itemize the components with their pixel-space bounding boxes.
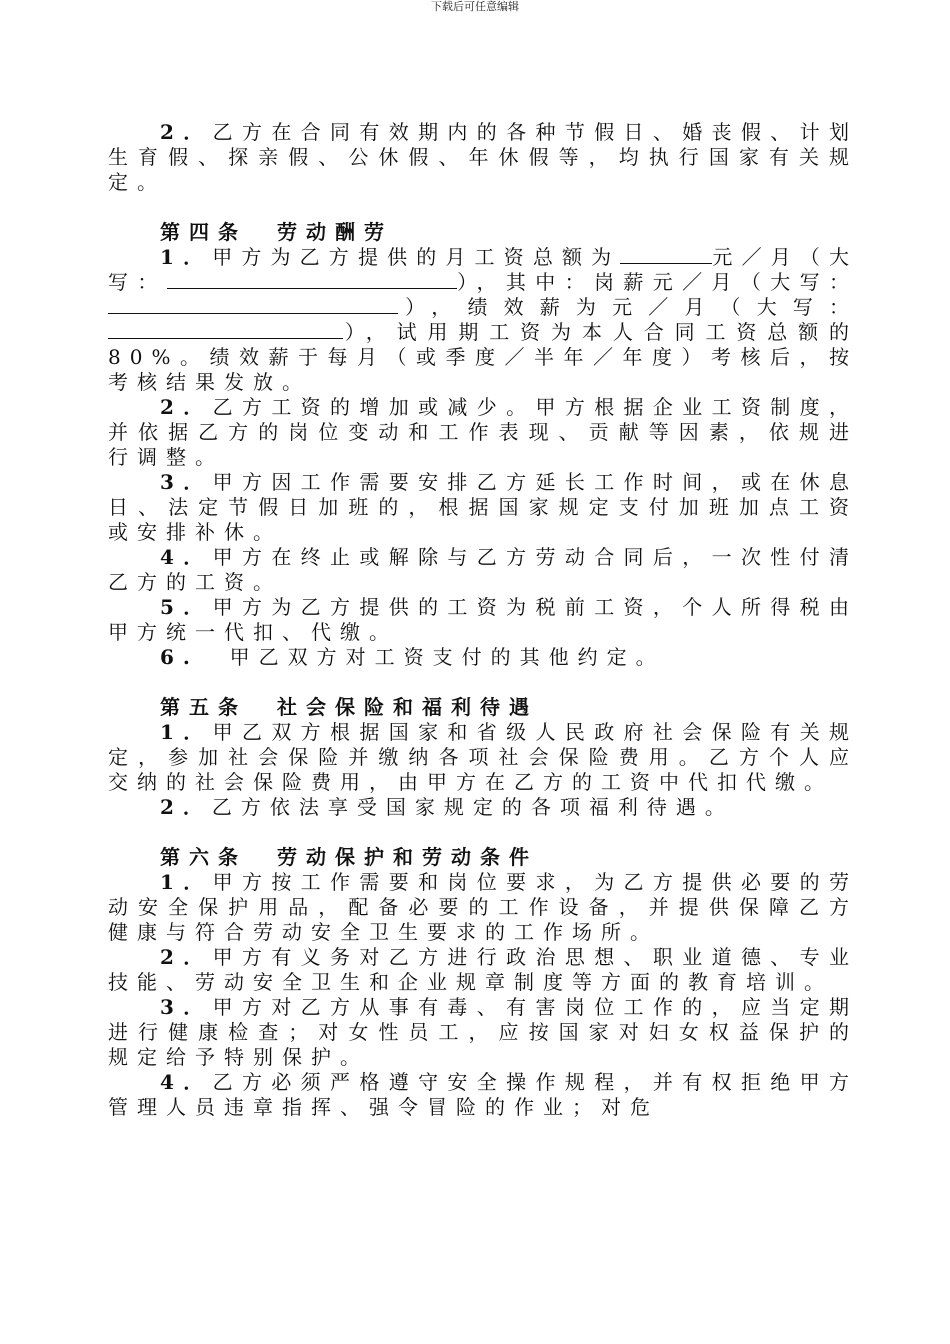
item-text: 乙方必须严格遵守安全操作规程，并有权拒绝甲方管理人员违章指挥、强令冒险的作业；对危 [108,1070,859,1119]
item-text: 甲方对乙方从事有毒、有害岗位工作的，应当定期进行健康检查；对女性员工，应按国家对妇女权益保护的规定给予特别保护。 [108,995,859,1069]
paragraph [108,1070,858,1120]
item-text: ），其中：岗薪元／月（大写： [456,270,858,294]
item-text: 乙方依法享受国家规定的各项福利待遇。 [211,795,734,819]
article-label: 第四条 [160,220,247,244]
item-number: 2． [160,945,213,969]
item-number: 2． [160,795,212,819]
article-title: 社会保险和福利待遇 [277,695,538,719]
paragraph [108,795,858,820]
item-number: 2． [160,120,213,144]
article-label: 第五条 [160,695,247,719]
paragraph [108,720,858,795]
item-text: 乙方工资的增加或减少。甲方根据企业工资制度，并依据乙方的岗位变动和工作表现、贡献等因素，依规进行调整。 [108,395,859,469]
item-text: 甲方按工作需要和岗位要求，为乙方提供必要的劳动安全保护用品，配备必要的工作设备，并提供保障乙方健康与符合劳动安全卫生要求的工作场所。 [108,870,859,944]
item-number: 4． [160,545,213,569]
item-text: 甲乙双方对工资支付的其他约定。 [229,645,665,669]
blank-line [620,245,712,264]
item-text: 甲乙双方根据国家和省级人民政府社会保险有关规定，参加社会保险并缴纳各项社会保险费用。乙方个人应交纳的社会保险费用，由甲方在乙方的工资中代扣代缴。 [108,720,859,794]
item-text: ），绩效薪为元／月（大写： [398,295,858,319]
blank-line [108,320,343,339]
paragraph [108,395,858,470]
article-title: 劳动酬劳 [277,220,393,244]
article-heading [108,220,858,245]
item-number: 3． [160,470,213,494]
item-text: 乙方在合同有效期内的各种节假日、婚丧假、计划生育假、探亲假、公休假、年休假等，均执行国家有关规定。 [108,120,859,194]
item-text: 甲方为乙方提供的工资为税前工资，个人所得税由甲方统一代扣、代缴。 [108,595,859,644]
page-header: 下载后可任意编辑 [431,0,519,13]
paragraph [108,120,858,195]
paragraph [108,945,858,995]
paragraph [108,995,858,1070]
item-number: 1． [160,720,213,744]
item-number: 1． [160,870,213,894]
item-text: 甲方有义务对乙方进行政治思想、职业道德、专业技能、劳动安全卫生和企业规章制度等方面的教育培训。 [108,945,859,994]
item-text: 甲方在终止或解除与乙方劳动合同后，一次性付清乙方的工资。 [108,545,859,594]
paragraph [108,245,858,395]
item-number: 3． [160,995,213,1019]
article-title: 劳动保护和劳动条件 [277,845,538,869]
blank-line [108,295,398,314]
article-heading [108,695,858,720]
article-heading [108,845,858,870]
article-label: 第六条 [160,845,247,869]
item-text: 甲方为乙方提供的月工资总额为 [212,245,621,269]
item-number: 1． [160,245,213,269]
blank-line [167,270,457,289]
paragraph [108,645,858,670]
paragraph [108,470,858,545]
paragraph [108,595,858,645]
item-text: 元／月（大写： [108,245,859,294]
item-number: 6. [160,645,199,669]
item-number: 4． [160,1070,213,1094]
item-number: 5． [160,595,213,619]
paragraph [108,870,858,945]
item-text: 甲方因工作需要安排乙方延长工作时间，或在休息日、法定节假日加班的，根据国家规定支付加班加点工资或安排补休。 [108,470,859,544]
item-text: ），试用期工资为本人合同工资总额的80%。绩效薪于每月（或季度／半年／年度）考核后，按考核结果发放。 [108,320,858,394]
paragraph [108,545,858,595]
document-body [108,120,858,1120]
item-number: 2． [160,395,213,419]
